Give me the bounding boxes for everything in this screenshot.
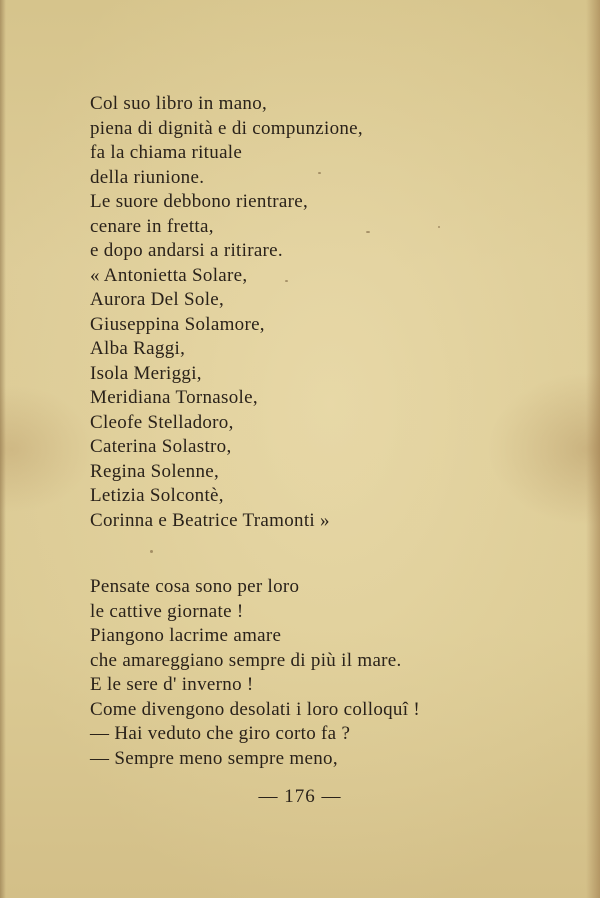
poem-line: E le sere d' inverno ! — [90, 674, 254, 695]
page-number: — 176 — — [258, 786, 342, 807]
poem-line: — Sempre meno sempre meno, — [90, 747, 338, 769]
poem-line: — Hai veduto che giro corto fa ? — [90, 723, 351, 744]
poem-text — [90, 92, 580, 771]
page-right-edge-shadow — [586, 0, 600, 898]
stanza-1 — [90, 92, 580, 533]
poem-line: Le suore debbono rientrare, — [90, 191, 309, 212]
poem-line: fa la chiama rituale — [90, 142, 243, 163]
poem-line: e dopo andarsi a ritirare. — [90, 240, 283, 261]
poem-line: Pensate cosa sono per loro — [90, 576, 300, 597]
stanza-gap — [90, 533, 580, 575]
poem-line: Isola Meriggi, — [90, 362, 202, 384]
poem-line: Piangono lacrime amare — [90, 625, 282, 646]
poem-line: Regina Solenne, — [90, 460, 220, 482]
poem-line: Aurora Del Sole, — [90, 289, 225, 310]
page-left-edge-shadow — [0, 0, 6, 898]
poem-line: Come divengono desolati i loro colloquî ! — [90, 698, 420, 720]
poem-line: Letizia Solcontè, — [90, 485, 224, 506]
stanza-2 — [90, 575, 580, 771]
poem-line: Corinna e Beatrice Tramonti » — [90, 509, 330, 531]
poem-line: Meridiana Tornasole, — [90, 387, 258, 408]
poem-line: Caterina Solastro, — [90, 436, 232, 457]
poem-line: le cattive giornate ! — [90, 600, 244, 622]
poem-line: Giuseppina Solamore, — [90, 313, 265, 335]
poem-line: cenare in fretta, — [90, 215, 214, 237]
poem-line: piena di dignità e di compunzione, — [90, 117, 363, 139]
poem-line: « Antonietta Solare, — [90, 264, 248, 286]
poem-line: Alba Raggi, — [90, 338, 186, 359]
poem-line: che amareggiano sempre di più il mare. — [90, 649, 402, 671]
poem-line: Cleofe Stelladoro, — [90, 411, 234, 433]
poem-line: della riunione. — [90, 166, 205, 188]
poem-line: Col suo libro in mano, — [90, 93, 268, 114]
